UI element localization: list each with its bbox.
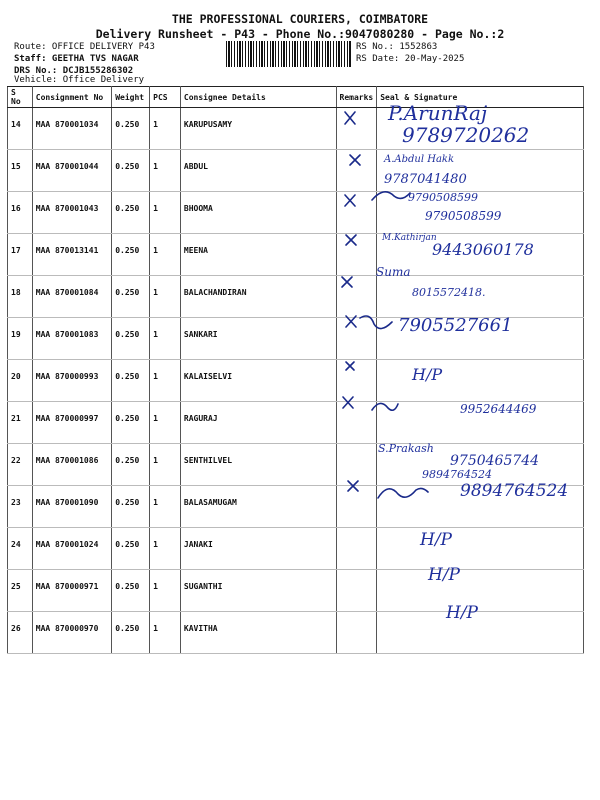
sig-phone-19: 7905527661	[398, 315, 513, 336]
sig-name-15: A.Abdul Hakk	[384, 154, 455, 165]
cell-remarks	[336, 444, 377, 486]
cell-remarks	[336, 402, 377, 444]
cell-remarks	[336, 234, 377, 276]
cell-pcs: 1	[150, 486, 181, 528]
cell-signature	[377, 234, 584, 276]
cell-weight: 0.250	[112, 486, 150, 528]
table-row	[8, 528, 584, 570]
cell-remarks	[336, 276, 377, 318]
barcode	[226, 41, 352, 67]
table-row	[8, 318, 584, 360]
cell-signature	[377, 276, 584, 318]
table-header-row	[8, 87, 584, 108]
col-consignment: Consignment No	[32, 87, 111, 108]
cell-consignment: MAA 870001034	[32, 108, 111, 150]
cell-remarks	[336, 360, 377, 402]
rs-date: RS Date: 20-May-2025	[356, 54, 465, 64]
table-row	[8, 486, 584, 528]
cell-pcs: 1	[150, 276, 181, 318]
cell-sno: 15	[8, 150, 33, 192]
cell-sno: 14	[8, 108, 33, 150]
cell-consignee: RAGURAJ	[180, 402, 336, 444]
cell-remarks	[336, 150, 377, 192]
staff-text: Staff: GEETHA TVS NAGAR	[14, 54, 139, 64]
sig-phone-23b: 9894764524	[460, 481, 569, 501]
sig-note-26: H/P	[446, 603, 478, 623]
cell-signature	[377, 360, 584, 402]
rs-number: RS No.: 1552863	[356, 42, 438, 52]
col-sno: S No	[8, 87, 33, 108]
runsheet-table	[7, 86, 584, 654]
col-seal: Seal & Signature	[377, 87, 584, 108]
cell-consignment: MAA 870000971	[32, 570, 111, 612]
sig-name-18: Suma	[376, 265, 411, 279]
table-row	[8, 276, 584, 318]
cell-consignee: JANAKI	[180, 528, 336, 570]
sig-phone-21: 9952644469	[460, 402, 537, 416]
cell-signature	[377, 528, 584, 570]
cell-weight: 0.250	[112, 570, 150, 612]
cell-weight: 0.250	[112, 528, 150, 570]
cell-weight: 0.250	[112, 150, 150, 192]
cell-consignment: MAA 870000997	[32, 402, 111, 444]
sig-name-14: P.ArunRaj	[388, 101, 488, 125]
cell-consignment: MAA 870001044	[32, 150, 111, 192]
cell-signature	[377, 402, 584, 444]
table-row	[8, 570, 584, 612]
sig-phone-18: 8015572418.	[412, 286, 486, 299]
cell-sno: 19	[8, 318, 33, 360]
table-row	[8, 108, 584, 150]
sig-phone-14: 9789720262	[402, 123, 530, 147]
col-consignee: Consignee Details	[180, 87, 336, 108]
table-row	[8, 234, 584, 276]
cell-consignee: BHOOMA	[180, 192, 336, 234]
cell-consignment: MAA 870013141	[32, 234, 111, 276]
cell-consignee: BALASAMUGAM	[180, 486, 336, 528]
cell-remarks	[336, 612, 377, 654]
cell-signature	[377, 444, 584, 486]
cell-consignee: MEENA	[180, 234, 336, 276]
cell-consignee: KAVITHA	[180, 612, 336, 654]
cell-consignee: KALAISELVI	[180, 360, 336, 402]
table-row	[8, 192, 584, 234]
drs-number: DRS No.: DCJB155286302	[14, 66, 134, 76]
cell-sno: 24	[8, 528, 33, 570]
sig-note-25: H/P	[428, 565, 460, 585]
cell-sno: 22	[8, 444, 33, 486]
cell-weight: 0.250	[112, 108, 150, 150]
cell-consignee: BALACHANDIRAN	[180, 276, 336, 318]
cell-remarks	[336, 570, 377, 612]
table-row	[8, 360, 584, 402]
cell-consignee: KARUPUSAMY	[180, 108, 336, 150]
cell-pcs: 1	[150, 528, 181, 570]
cell-consignment: MAA 870000993	[32, 360, 111, 402]
runsheet-subtitle: Delivery Runsheet - P43 - Phone No.:9047080280 - Page No.:2	[95, 27, 505, 41]
col-remarks: Remarks	[336, 87, 377, 108]
cell-sno: 18	[8, 276, 33, 318]
cell-pcs: 1	[150, 612, 181, 654]
cell-pcs: 1	[150, 444, 181, 486]
cell-consignee: SUGANTHI	[180, 570, 336, 612]
col-weight: Weight	[112, 87, 150, 108]
sig-phone-16a: 9790508599	[408, 191, 478, 204]
cell-pcs: 1	[150, 150, 181, 192]
cell-weight: 0.250	[112, 318, 150, 360]
cell-sno: 21	[8, 402, 33, 444]
cell-sno: 16	[8, 192, 33, 234]
cell-signature	[377, 318, 584, 360]
cell-weight: 0.250	[112, 444, 150, 486]
company-title: THE PROFESSIONAL COURIERS, COIMBATORE	[171, 12, 429, 26]
sig-phone-23a: 9894764524	[422, 468, 492, 481]
col-pcs: PCS	[150, 87, 181, 108]
sig-note-24: H/P	[420, 530, 452, 550]
cell-consignee: SANKARI	[180, 318, 336, 360]
sig-phone-15: 9787041480	[384, 172, 467, 187]
cell-sno: 17	[8, 234, 33, 276]
cell-sno: 20	[8, 360, 33, 402]
cell-weight: 0.250	[112, 234, 150, 276]
cell-consignee: SENTHILVEL	[180, 444, 336, 486]
table-row	[8, 612, 584, 654]
sig-phone-16b: 9790508599	[425, 209, 502, 223]
sig-name-17: M.Kathirjan	[382, 233, 437, 243]
cell-weight: 0.250	[112, 612, 150, 654]
cell-remarks	[336, 192, 377, 234]
cell-weight: 0.250	[112, 276, 150, 318]
cell-remarks	[336, 108, 377, 150]
cell-consignment: MAA 870001084	[32, 276, 111, 318]
cell-remarks	[336, 318, 377, 360]
cell-pcs: 1	[150, 234, 181, 276]
table-row	[8, 444, 584, 486]
cell-consignment: MAA 870001043	[32, 192, 111, 234]
table-row	[8, 402, 584, 444]
cell-pcs: 1	[150, 570, 181, 612]
cell-sno: 23	[8, 486, 33, 528]
cell-pcs: 1	[150, 402, 181, 444]
cell-consignment: MAA 870001090	[32, 486, 111, 528]
cell-weight: 0.250	[112, 192, 150, 234]
cell-pcs: 1	[150, 192, 181, 234]
route-text: Route: OFFICE DELIVERY P43	[14, 42, 155, 52]
cell-weight: 0.250	[112, 360, 150, 402]
sig-name-22: S.Prakash	[378, 442, 434, 455]
cell-weight: 0.250	[112, 402, 150, 444]
cell-sno: 26	[8, 612, 33, 654]
cell-consignment: MAA 870001024	[32, 528, 111, 570]
cell-pcs: 1	[150, 360, 181, 402]
table-row	[8, 150, 584, 192]
cell-consignment: MAA 870001086	[32, 444, 111, 486]
cell-consignee: ABDUL	[180, 150, 336, 192]
sig-phone-17: 9443060178	[432, 240, 534, 259]
cell-pcs: 1	[150, 318, 181, 360]
cell-sno: 25	[8, 570, 33, 612]
cell-signature	[377, 108, 584, 150]
cell-consignment: MAA 870000970	[32, 612, 111, 654]
cell-signature	[377, 192, 584, 234]
cell-signature	[377, 612, 584, 654]
cell-pcs: 1	[150, 108, 181, 150]
cell-signature	[377, 570, 584, 612]
vehicle-text: Vehicle: Office Delivery	[14, 75, 145, 85]
sig-note-20: H/P	[412, 365, 443, 384]
cell-signature	[377, 486, 584, 528]
cell-remarks	[336, 528, 377, 570]
cell-remarks	[336, 486, 377, 528]
cell-consignment: MAA 870001083	[32, 318, 111, 360]
cell-signature	[377, 150, 584, 192]
sig-phone-22: 9750465744	[450, 453, 540, 469]
